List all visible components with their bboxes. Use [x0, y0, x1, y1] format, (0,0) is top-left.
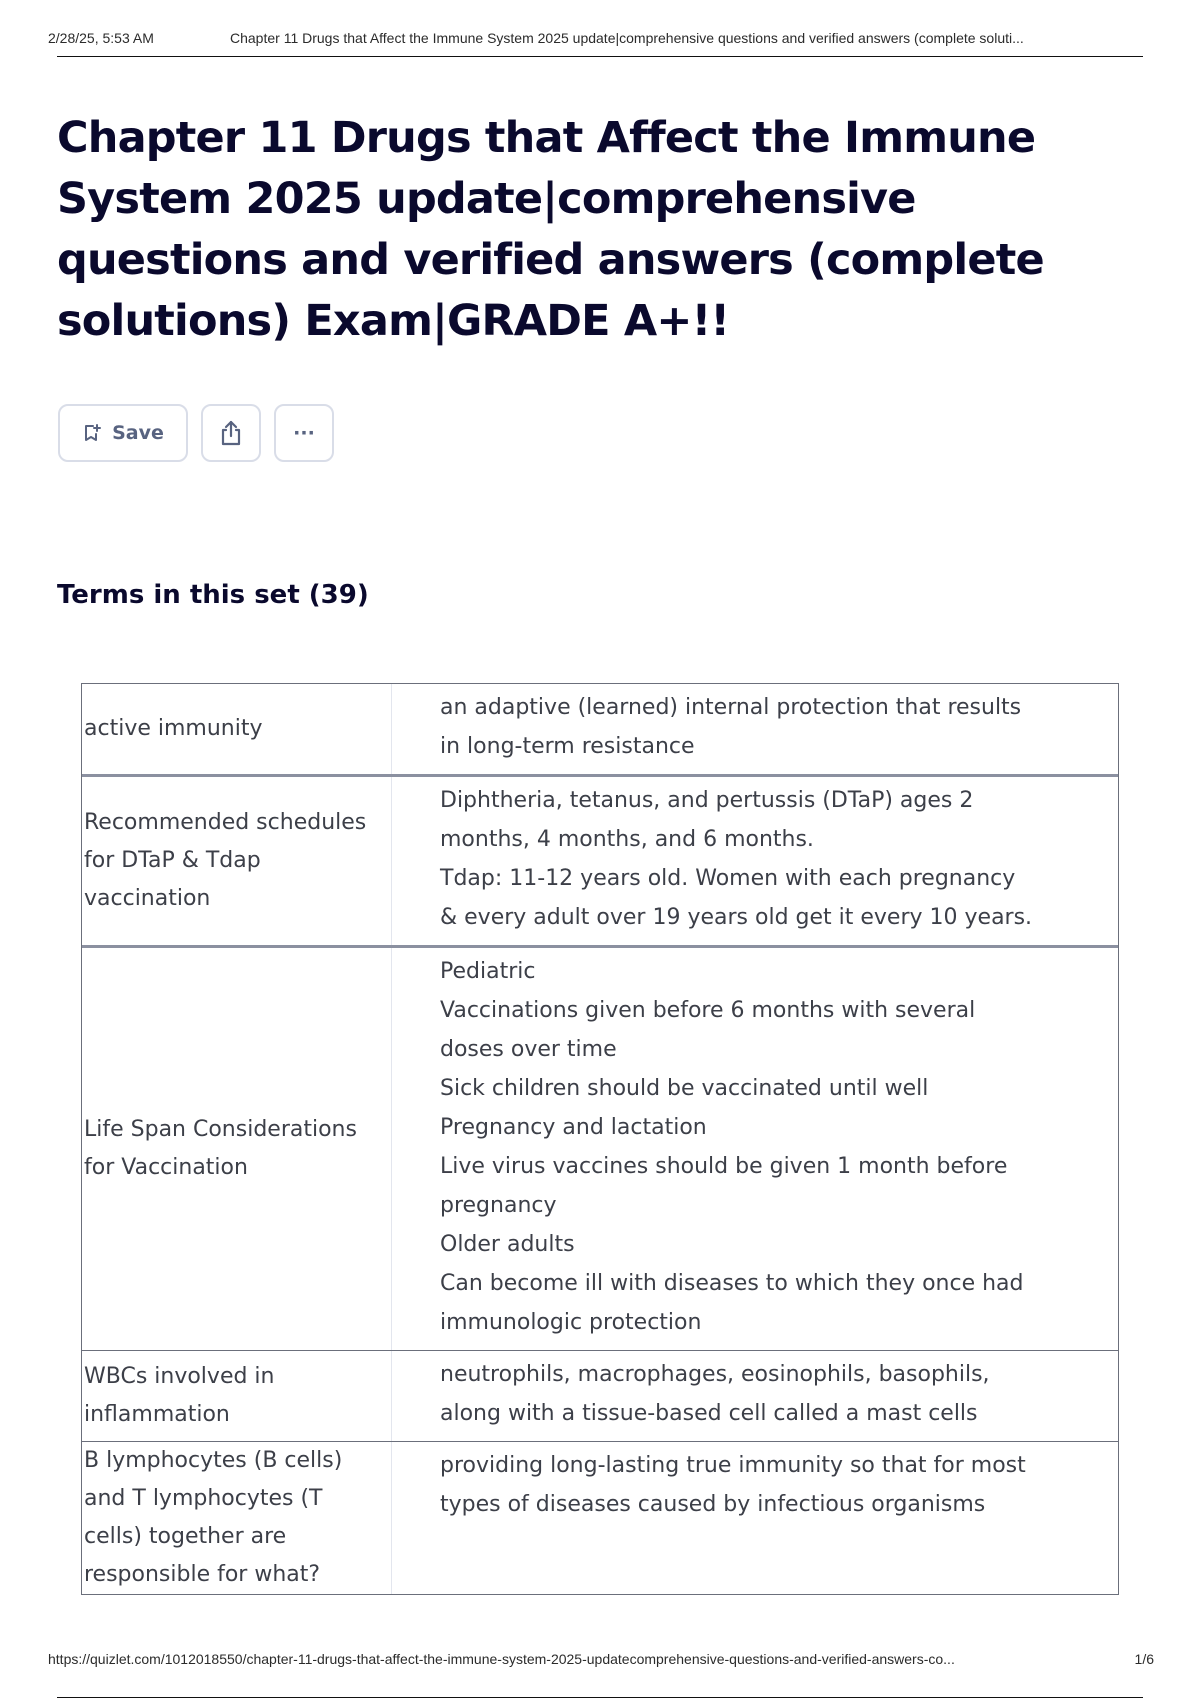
definition-line: Pediatric: [440, 959, 536, 984]
term-text: WBCs involved in inflammation: [82, 1351, 392, 1441]
more-horizontal-icon: ···: [293, 422, 315, 444]
term-text: B lymphocytes (B cells) and T lymphocytes (T cells) together are responsible for what?: [82, 1442, 392, 1594]
save-button[interactable]: [58, 404, 188, 462]
term-text: Life Span Considerations for Vaccination: [82, 948, 392, 1350]
term-row: [82, 1350, 1118, 1441]
term-text: Recommended schedules for DTaP & Tdap vaccination: [82, 777, 392, 945]
page-title: Chapter 11 Drugs that Affect the Immune System 2025 update|comprehensive questions and verified answers (complete solutions) Exam|GRADE A+!!: [57, 113, 1044, 346]
print-datetime: 2/28/25, 5:53 AM: [48, 30, 154, 46]
more-options-button[interactable]: [274, 404, 334, 462]
definition-line: Older adults: [440, 1232, 575, 1257]
term-row: [82, 774, 1118, 945]
definition-text: [392, 1442, 1118, 1594]
definition-line: neutrophils, macrophages, eosinophils, basophils, along with a tissue-based cell called a mast cells: [440, 1362, 990, 1426]
terms-table: [81, 683, 1119, 1595]
definition-line: Diphtheria, tetanus, and pertussis (DTaP) ages 2 months, 4 months, and 6 months.: [440, 788, 974, 852]
definition-line: Live virus vaccines should be given 1 month before pregnancy: [440, 1154, 1008, 1218]
share-icon: [218, 419, 244, 447]
definition-line: providing long-lasting true immunity so that for most types of diseases caused by infectious organisms: [440, 1453, 1026, 1517]
term-row: [82, 945, 1118, 1350]
terms-heading: Terms in this set (39): [57, 580, 369, 610]
print-document-title: Chapter 11 Drugs that Affect the Immune System 2025 update|comprehensive questions and verified answers (complete soluti...: [230, 30, 1024, 46]
definition-line: Sick children should be vaccinated until well: [440, 1076, 929, 1101]
definition-line: Vaccinations given before 6 months with several doses over time: [440, 998, 976, 1062]
definition-text: [392, 948, 1118, 1350]
definition-text: [392, 777, 1118, 945]
save-button-label: Save: [112, 422, 164, 444]
definition-text: [392, 684, 1118, 774]
definition-line: Pregnancy and lactation: [440, 1115, 707, 1140]
term-text: active immunity: [82, 684, 392, 774]
bookmark-plus-icon: [82, 423, 102, 443]
header-divider: [57, 56, 1143, 57]
term-row: [82, 1441, 1118, 1594]
share-button[interactable]: [201, 404, 261, 462]
page-url: https://quizlet.com/1012018550/chapter-11-drugs-that-affect-the-immune-system-2025-updatecomprehensive-questions-and-verified-answers-co...: [48, 1651, 955, 1667]
page-number: 1/6: [1134, 1651, 1154, 1667]
definition-line: Can become ill with diseases to which they once had immunologic protection: [440, 1271, 1024, 1335]
definition-line: an adaptive (learned) internal protection that results in long-term resistance: [440, 695, 1022, 759]
definition-text: [392, 1351, 1118, 1441]
definition-line: Tdap: 11-12 years old. Women with each pregnancy & every adult over 19 years old get it every 10 years.: [440, 866, 1033, 930]
term-row: [82, 684, 1118, 774]
footer-divider: [57, 1697, 1143, 1698]
